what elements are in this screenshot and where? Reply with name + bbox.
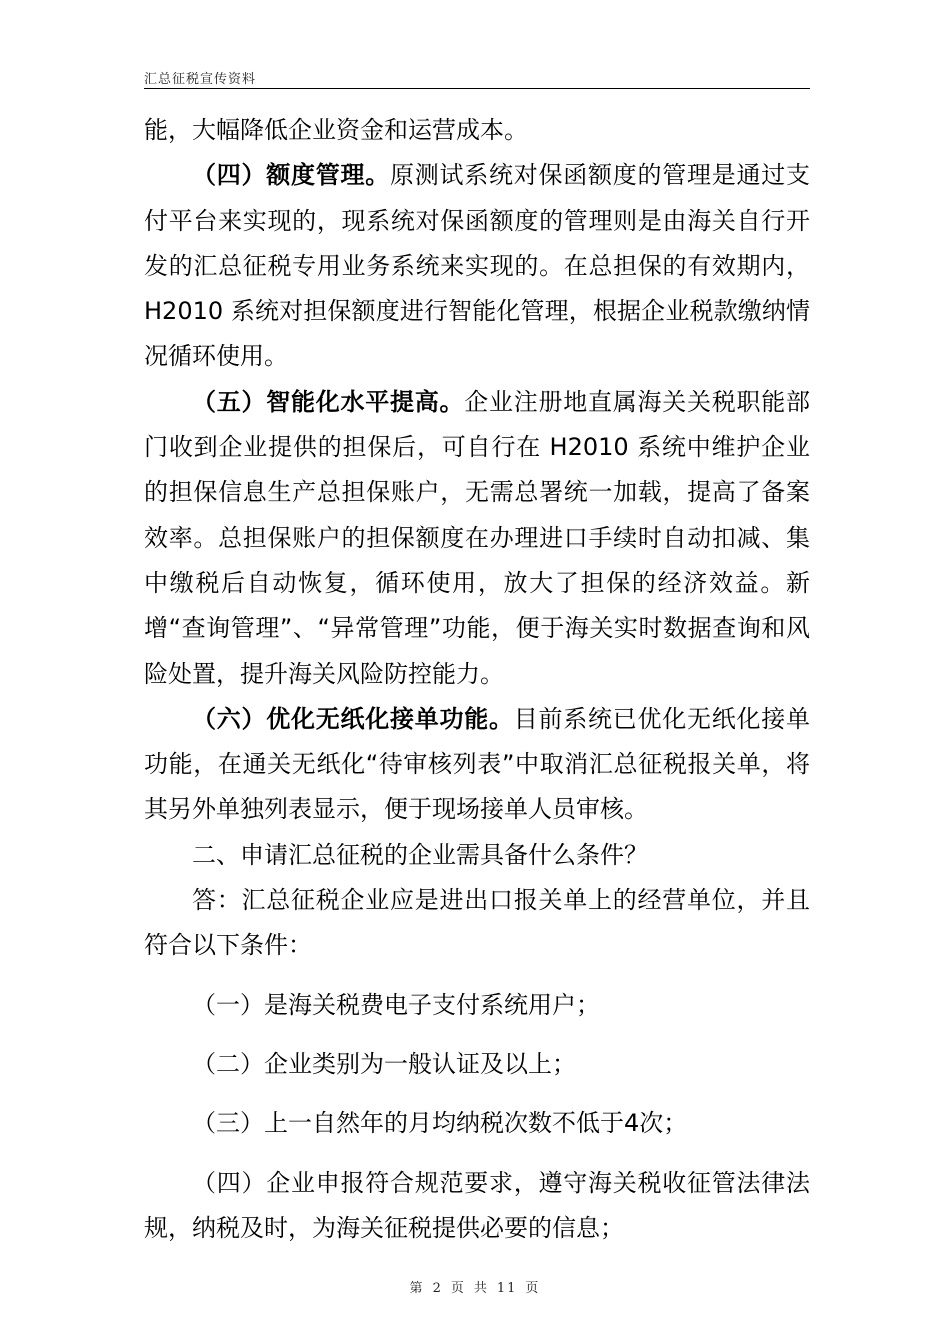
condition-item: （四）企业申报符合规范要求，遵守海关税收征管法律法规，纳税及时，为海关征税提供必要的信息；: [144, 1168, 810, 1242]
section-intelligence-level: [144, 380, 810, 697]
document-header-title: 汇总征税宣传资料: [144, 72, 257, 87]
section-text: 企业注册地直属海关关税职能部门收到企业提供的担保后，可自行在 H2010 系统中维护企业的担保信息生产总担保账户，无需总署统一加载，提高了备案效率。总担保账户的担保额度在办理进口手续时自动扣减、集中缴税后自动恢复，循环使用，放大了担保的经济效益。新增“查询管理”、“异常管理”功能，便于海关实时数据查询和风险处置，提升海关风险防控能力。: [144, 387, 810, 688]
condition-item: （一）是海关税费电子支付系统用户；: [192, 990, 600, 1019]
footer-page-unit: 页: [450, 1281, 466, 1296]
footer-prefix: 第: [409, 1281, 425, 1296]
answer-paragraph: 答：汇总征税企业应是进出口报关单上的经营单位，并且符合以下条件：: [144, 886, 810, 960]
document-body: [144, 108, 810, 1251]
footer-total-prefix: 共: [473, 1281, 489, 1296]
section-text: 原测试系统对保函额度的管理是通过支付平台来实现的，现系统对保函额度的管理则是由海关自行开发的汇总征税专用业务系统来实现的。在总担保的有效期内，H2010 系统对担保额度进行智能化管理，根据企业税款缴纳情况循环使用。: [144, 161, 810, 371]
continuation-paragraph: 能，大幅降低企业资金和运营成本。: [144, 116, 528, 144]
current-page-number: 2: [432, 1281, 443, 1296]
section-text: 目前系统已优化无纸化接单功能，在通关无纸化“待审核列表”中取消汇总征税报关单，将其另外单独列表显示，便于现场接单人员审核。: [144, 704, 810, 824]
total-page-count: 11: [496, 1281, 518, 1296]
section-heading: （五）智能化水平提高。: [192, 387, 465, 416]
condition-item: （三）上一自然年的月均纳税次数不低于4次；: [192, 1109, 688, 1138]
section-heading: （四）额度管理。: [192, 161, 390, 190]
section-heading: （六）优化无纸化接单功能。: [192, 704, 514, 733]
footer-total-unit: 页: [525, 1281, 541, 1296]
page-footer: [0, 1277, 950, 1296]
section-quota-management: [144, 153, 810, 379]
header-divider: [144, 88, 810, 89]
question-heading: 二、申请汇总征税的企业需具备什么条件？: [192, 840, 648, 869]
condition-item: （二）企业类别为一般认证及以上；: [192, 1049, 576, 1078]
section-paperless-optimization: [144, 697, 810, 833]
